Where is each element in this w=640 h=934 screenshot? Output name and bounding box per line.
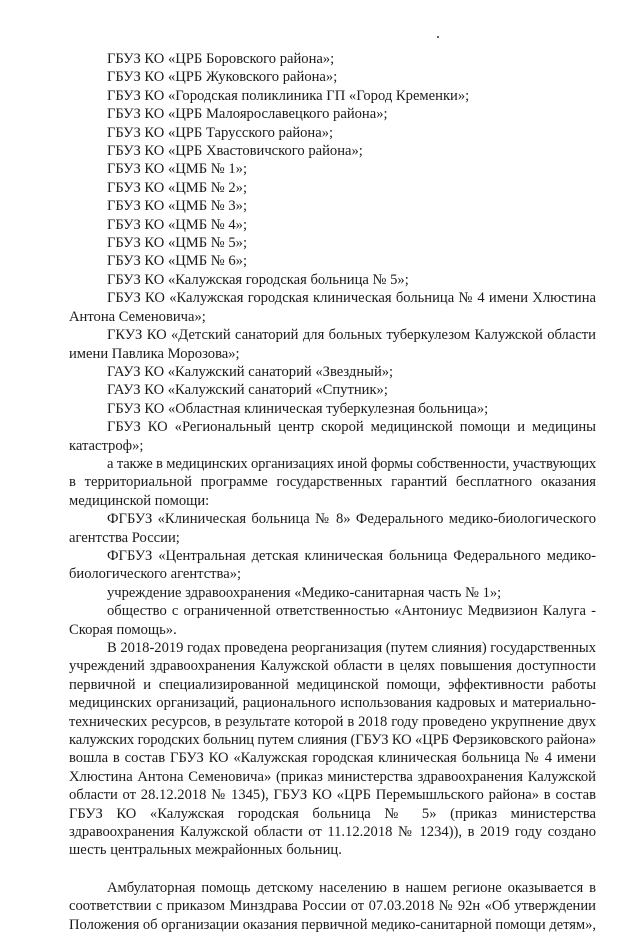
paragraph-line: Амбулаторная помощь детскому населению в нашем регионе оказывается в (107, 879, 596, 896)
paragraph-line: вошла в состав ГБУЗ КО «Калужская городская клиническая больница № 4 имени (69, 750, 596, 767)
list-item: ГБУЗ КО «Областная клиническая туберкулезная больница»; (107, 400, 489, 417)
list-item: ГБУЗ КО «ЦРБ Хвастовичского района»; (107, 143, 363, 160)
list-item-emergency-line1: ГБУЗ КО «Региональный центр скорой медицинской помощи и медицины (107, 419, 596, 436)
list-item-hlustin-line1: ГБУЗ КО «Калужская городская клиническая больница № 4 имени Хлюстина (107, 290, 596, 307)
paragraph-line: соответствии с приказом Минздрава России от 07.03.2018 № 92н «Об утверждении (69, 898, 596, 915)
list-item: ГБУЗ КО «ЦРБ Боровского района»; (107, 51, 335, 67)
list-item-sanatorium-line2: имени Павлика Морозова»; (69, 345, 240, 362)
other-orgs-intro-line2: в территориальной программе государственных гарантий бесплатного оказания (69, 474, 596, 491)
document-body (69, 50, 596, 934)
list-item: ГБУЗ КО «ЦМБ № 1»; (107, 161, 248, 178)
scan-speck (437, 36, 439, 38)
list-item: ГБУЗ КО «ЦРБ Жуковского района»; (107, 69, 338, 86)
antonius-line2: Скорая помощь». (69, 621, 177, 638)
paragraph-line: технических ресурсов, в результате которой в 2018 году проведено укрупнение двух (69, 713, 596, 730)
paragraph-line: учреждений здравоохранения Калужской области в целях повышения доступности (69, 658, 596, 675)
ambulatory-paragraph (69, 879, 596, 934)
paragraph-line: ГБУЗ КО «Калужская городская больница № 5» (приказ министерства (69, 805, 596, 822)
list-item-hlustin-line2: Антона Семеновича»; (69, 308, 206, 325)
paragraph-line: области от 28.12.2018 № 1345), ГБУЗ КО «ЦРБ Перемышльского района» в состав (69, 787, 596, 804)
fgbuz-8-line2: агентства России; (69, 529, 180, 546)
other-organizations (69, 455, 596, 639)
reorganization-paragraph (69, 639, 596, 860)
paragraph-line: первичной и специализированной медицинской помощи, эффективности работы (69, 676, 596, 693)
list-item: ГАУЗ КО «Калужский санаторий «Звездный»; (107, 363, 394, 380)
list-item: ГБУЗ КО «ЦРБ Тарусского района»; (107, 124, 334, 141)
list-item: ГБУЗ КО «ЦМБ № 4»; (107, 216, 248, 233)
paragraph-line: шесть центральных межрайонных больниц. (69, 842, 342, 859)
other-orgs-intro-line1: а также в медицинских организациях иной формы собственности, участвующих (107, 455, 596, 472)
list-item-emergency-line2: катастроф»; (69, 437, 144, 454)
list-item: ГБУЗ КО «ЦМБ № 5»; (107, 235, 248, 252)
fgbuz-children-line1: ФГБУЗ «Центральная детская клиническая больница Федерального медико- (107, 547, 596, 564)
list-item: ГАУЗ КО «Калужский санаторий «Спутник»; (107, 382, 388, 399)
list-item: ГБУЗ КО «Городская поликлиника ГП «Город Кременки»; (107, 87, 470, 104)
msch-1: учреждение здравоохранения «Медико-санитарная часть № 1»; (107, 584, 502, 601)
list-item: ГБУЗ КО «Калужская городская больница № 5»; (107, 271, 409, 288)
organization-list (69, 50, 596, 455)
paragraph-line: В 2018-2019 годах проведена реорганизация (путем слияния) государственных (107, 640, 596, 656)
list-item: ГБУЗ КО «ЦРБ Малоярославецкого района»; (107, 106, 388, 123)
list-item: ГБУЗ КО «ЦМБ № 2»; (107, 179, 248, 196)
list-item: ГБУЗ КО «ЦМБ № 6»; (107, 253, 248, 270)
paragraph-gap (69, 860, 596, 879)
paragraph-line: здравоохранения Калужской области от 11.12.2018 № 1234)), в 2019 году создано (69, 824, 596, 841)
antonius-line1: общество с ограниченной ответственностью «Антониус Медвизион Калуга - (107, 603, 596, 620)
list-item-sanatorium-line1: ГКУЗ КО «Детский санаторий для больных туберкулезом Калужской области (107, 327, 596, 344)
fgbuz-8-line1: ФГБУЗ «Клиническая больница № 8» Федерального медико-биологического (107, 511, 596, 528)
paragraph-line: Положения об организации оказания первичной медико-санитарной помощи детям», (69, 916, 596, 933)
list-item: ГБУЗ КО «ЦМБ № 3»; (107, 198, 248, 215)
fgbuz-children-line2: биологического агентства»; (69, 566, 242, 583)
paragraph-line: Хлюстина Антона Семеновича» (приказ министерства здравоохранения Калужской (69, 768, 596, 785)
other-orgs-intro-line3: медицинской помощи: (69, 492, 210, 509)
paragraph-line: калужских городских больниц путем слияния (ГБУЗ КО «ЦРБ Ферзиковского района» (69, 732, 596, 749)
paragraph-line: медицинских организаций, рационального использования кадровых и материально- (69, 695, 596, 712)
